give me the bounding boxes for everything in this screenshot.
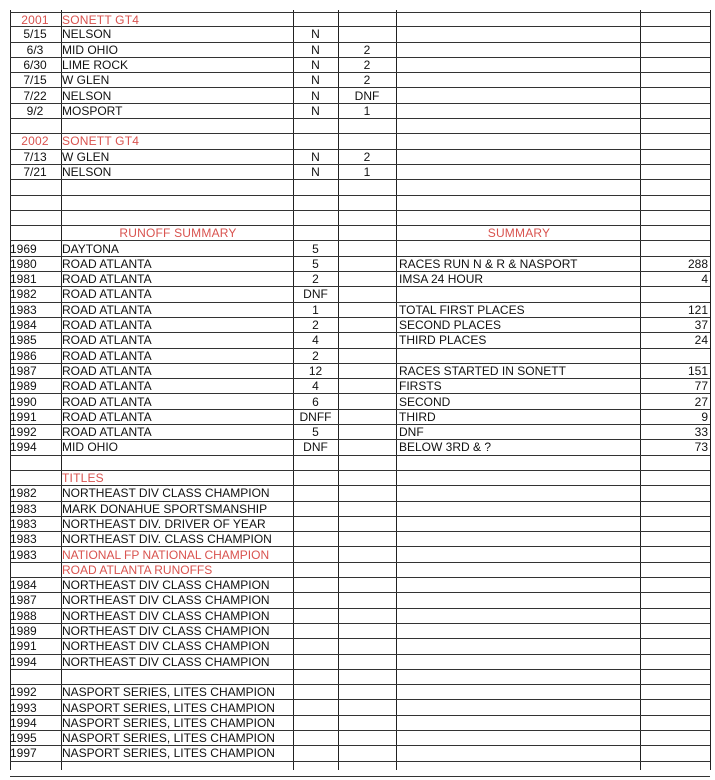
race-row <box>10 165 710 180</box>
title-name: NASPORT SERIES, LITES CHAMPION <box>62 700 275 715</box>
runoff-row <box>10 440 710 455</box>
title-year <box>10 563 60 578</box>
runoff-track: ROAD ATLANTA <box>62 287 152 302</box>
summary-label: SECOND <box>399 394 451 409</box>
title-row <box>10 639 710 654</box>
race-result: 2 <box>363 57 371 72</box>
race-code: N <box>311 27 320 42</box>
blank-row <box>10 211 710 226</box>
title-name: ROAD ATLANTA RUNOFFS <box>62 562 213 577</box>
race-track: NELSON <box>62 27 112 42</box>
runoff-row <box>10 242 710 257</box>
race-date: 7/15 <box>23 73 47 88</box>
blank-row <box>10 456 710 471</box>
runoff-result: 4 <box>312 379 319 394</box>
title-year: 1983 <box>10 501 37 516</box>
title-name: NORTHEAST DIV CLASS CHAMPION <box>62 486 270 501</box>
runoff-row <box>10 425 710 440</box>
runoff-row <box>10 303 710 318</box>
runoff-result: 2 <box>312 348 319 363</box>
runoff-year: 1987 <box>10 363 37 378</box>
race-code: N <box>311 149 320 164</box>
race-result: 2 <box>363 73 371 88</box>
summary-value: 37 <box>694 318 708 332</box>
summary-value: 151 <box>687 363 708 378</box>
runoff-year: 1981 <box>10 272 37 287</box>
race-date: 7/13 <box>23 149 47 164</box>
title-name: NASPORT SERIES, LITES CHAMPION <box>62 731 275 746</box>
titles-heading: TITLES <box>62 471 104 485</box>
title-name: NORTHEAST DIV CLASS CHAMPION <box>62 624 270 638</box>
season-car: SONETT GT4 <box>62 134 140 149</box>
title-row <box>10 532 710 547</box>
runoff-result: 4 <box>312 333 319 348</box>
runoff-result: 1 <box>312 302 319 317</box>
summary-label: THIRD PLACES <box>399 333 487 348</box>
season-year: 2001 <box>21 13 49 27</box>
blank-row <box>10 762 710 777</box>
race-result: 2 <box>363 149 371 164</box>
title-name: MARK DONAHUE SPORTSMANSHIP <box>62 501 268 516</box>
season-header-row <box>10 134 710 149</box>
title-name: NORTHEAST DIV. DRIVER OF YEAR <box>62 516 266 531</box>
race-row <box>10 150 710 165</box>
title-name: NORTHEAST DIV CLASS CHAMPION <box>62 654 270 669</box>
title-year: 1983 <box>10 547 37 562</box>
blank-row <box>10 670 710 685</box>
title-row <box>10 593 710 608</box>
race-code: N <box>311 73 320 88</box>
race-result: 1 <box>363 103 371 118</box>
race-row <box>10 104 710 119</box>
title-year: 1987 <box>10 593 37 608</box>
summary-label: RACES RUN N & R & NASPORT <box>399 256 578 271</box>
runoff-year: 1969 <box>10 241 37 256</box>
runoff-result: 5 <box>312 241 319 256</box>
title-row <box>10 609 710 624</box>
summary-label: SECOND PLACES <box>399 318 502 332</box>
summary-value: 4 <box>701 272 708 287</box>
runoff-track: ROAD ATLANTA <box>62 348 152 363</box>
title-row <box>10 731 710 746</box>
runoff-track: ROAD ATLANTA <box>62 318 152 332</box>
title-name: NORTHEAST DIV CLASS CHAMPION <box>62 593 270 608</box>
title-row <box>10 624 710 639</box>
summary-title: SUMMARY <box>487 226 551 241</box>
race-code: N <box>311 88 320 103</box>
runoff-result: DNFF <box>299 409 332 424</box>
runoff-result: 5 <box>312 425 319 440</box>
runoff-track: DAYTONA <box>62 241 119 256</box>
title-year: 1992 <box>10 685 37 700</box>
runoff-result: 2 <box>312 272 319 287</box>
summary-value: 73 <box>694 440 708 455</box>
summary-value: 121 <box>687 302 708 317</box>
title-year: 1983 <box>10 532 37 547</box>
title-name: NASPORT SERIES, LITES CHAMPION <box>62 746 275 761</box>
runoff-year: 1991 <box>10 409 37 424</box>
race-code: N <box>311 57 320 72</box>
title-year: 1983 <box>10 516 37 531</box>
season-year: 2002 <box>21 134 49 149</box>
summary-value: 27 <box>694 394 708 409</box>
race-track: LIME ROCK <box>62 57 129 72</box>
runoff-track: ROAD ATLANTA <box>62 363 152 378</box>
season-car: SONETT GT4 <box>62 13 140 27</box>
summary-label: DNF <box>399 425 424 440</box>
runoff-row <box>10 287 710 302</box>
runoff-row <box>10 349 710 364</box>
runoff-track: ROAD ATLANTA <box>62 409 152 424</box>
title-row <box>10 716 710 731</box>
title-name: NASPORT SERIES, LITES CHAMPION <box>62 685 275 700</box>
runoff-year: 1989 <box>10 379 37 394</box>
title-row <box>10 563 710 578</box>
race-code: N <box>311 42 320 57</box>
title-row <box>10 746 710 761</box>
runoff-track: ROAD ATLANTA <box>62 379 152 394</box>
runoff-row <box>10 333 710 348</box>
title-row <box>10 517 710 532</box>
title-name: NATIONAL FP NATIONAL CHAMPION <box>62 547 270 562</box>
title-year: 1997 <box>10 746 37 761</box>
race-date: 7/22 <box>23 88 47 103</box>
title-row <box>10 655 710 670</box>
runoff-result: 6 <box>312 394 319 409</box>
summary-label: IMSA 24 HOUR <box>399 272 484 287</box>
runoff-year: 1992 <box>10 425 37 440</box>
summary-value: 24 <box>694 333 708 348</box>
title-year: 1993 <box>10 700 37 715</box>
runoff-track: ROAD ATLANTA <box>62 394 152 409</box>
section-header-row <box>10 226 710 241</box>
runoff-row <box>10 410 710 425</box>
race-track: MOSPORT <box>62 103 123 118</box>
race-track: W GLEN <box>62 73 110 88</box>
runoff-year: 1985 <box>10 333 37 348</box>
title-year: 1991 <box>10 639 37 654</box>
runoff-track: ROAD ATLANTA <box>62 333 152 348</box>
race-date: 9/2 <box>26 103 44 118</box>
grid-line <box>710 10 711 770</box>
runoff-year: 1994 <box>10 440 37 455</box>
race-date: 7/21 <box>23 165 47 179</box>
runoff-result: DNF <box>303 440 328 455</box>
runoff-track: ROAD ATLANTA <box>62 425 152 440</box>
runoff-track: MID OHIO <box>62 440 118 455</box>
title-year: 1984 <box>10 578 37 593</box>
summary-value: 33 <box>694 425 708 440</box>
race-result: DNF <box>354 88 380 103</box>
runoff-track: ROAD ATLANTA <box>62 256 152 271</box>
blank-row <box>10 196 710 211</box>
title-name: NASPORT SERIES, LITES CHAMPION <box>62 715 275 730</box>
summary-label: THIRD <box>399 409 436 424</box>
title-row <box>10 685 710 700</box>
runoff-year: 1986 <box>10 348 37 363</box>
runoff-row <box>10 318 710 333</box>
race-row <box>10 43 710 58</box>
blank-row <box>10 180 710 195</box>
runoff-year: 1990 <box>10 394 37 409</box>
title-year: 1989 <box>10 624 37 638</box>
runoff-result: 12 <box>308 363 323 378</box>
title-name: NORTHEAST DIV CLASS CHAMPION <box>62 639 270 654</box>
runoff-year: 1982 <box>10 287 37 302</box>
title-name: NORTHEAST DIV. CLASS CHAMPION <box>62 532 272 547</box>
runoff-row <box>10 379 710 394</box>
title-name: NORTHEAST DIV CLASS CHAMPION <box>62 608 270 623</box>
race-date: 6/3 <box>26 42 44 57</box>
race-row <box>10 58 710 73</box>
runoff-result: 2 <box>312 318 319 332</box>
race-row <box>10 89 710 104</box>
race-result <box>338 27 396 42</box>
title-year: 1995 <box>10 731 37 746</box>
race-track: W GLEN <box>62 149 110 164</box>
race-row <box>10 73 710 88</box>
race-result: 2 <box>363 42 371 57</box>
blank-row <box>10 119 710 134</box>
title-row <box>10 548 710 563</box>
season-header-row <box>10 12 710 27</box>
runoff-year: 1983 <box>10 302 37 317</box>
race-result: 1 <box>363 165 371 179</box>
runoff-row <box>10 395 710 410</box>
title-year: 1988 <box>10 608 37 623</box>
summary-label: TOTAL FIRST PLACES <box>399 302 525 317</box>
summary-label: RACES STARTED IN SONETT <box>399 363 566 378</box>
summary-value: 77 <box>694 379 708 394</box>
summary-value: 9 <box>701 409 708 424</box>
race-row <box>10 27 710 42</box>
runoff-result: 5 <box>312 256 319 271</box>
runoff-year: 1980 <box>10 256 37 271</box>
race-track: NELSON <box>62 165 112 179</box>
title-year: 1994 <box>10 715 37 730</box>
race-date: 6/30 <box>23 57 47 72</box>
titles-header-row <box>10 471 710 486</box>
summary-label: BELOW 3RD & ? <box>399 440 492 455</box>
runoff-result: DNF <box>303 287 328 302</box>
title-row <box>10 701 710 716</box>
title-year: 1982 <box>10 486 37 501</box>
runoff-row <box>10 364 710 379</box>
title-row <box>10 502 710 517</box>
race-code: N <box>311 165 320 179</box>
runoff-row <box>10 257 710 272</box>
runoff-row <box>10 272 710 287</box>
race-track: NELSON <box>62 88 112 103</box>
title-year: 1994 <box>10 654 37 669</box>
race-code: N <box>311 103 320 118</box>
race-track: MID OHIO <box>62 42 118 57</box>
title-row <box>10 578 710 593</box>
runoff-track: ROAD ATLANTA <box>62 302 152 317</box>
runoff-track: ROAD ATLANTA <box>62 272 152 287</box>
title-name: NORTHEAST DIV CLASS CHAMPION <box>62 578 270 593</box>
summary-value: 288 <box>687 256 708 271</box>
runoff-summary-title: RUNOFF SUMMARY <box>119 226 237 241</box>
title-row <box>10 486 710 501</box>
runoff-year: 1984 <box>10 318 37 332</box>
race-date: 5/15 <box>23 27 47 42</box>
summary-label: FIRSTS <box>399 379 442 394</box>
